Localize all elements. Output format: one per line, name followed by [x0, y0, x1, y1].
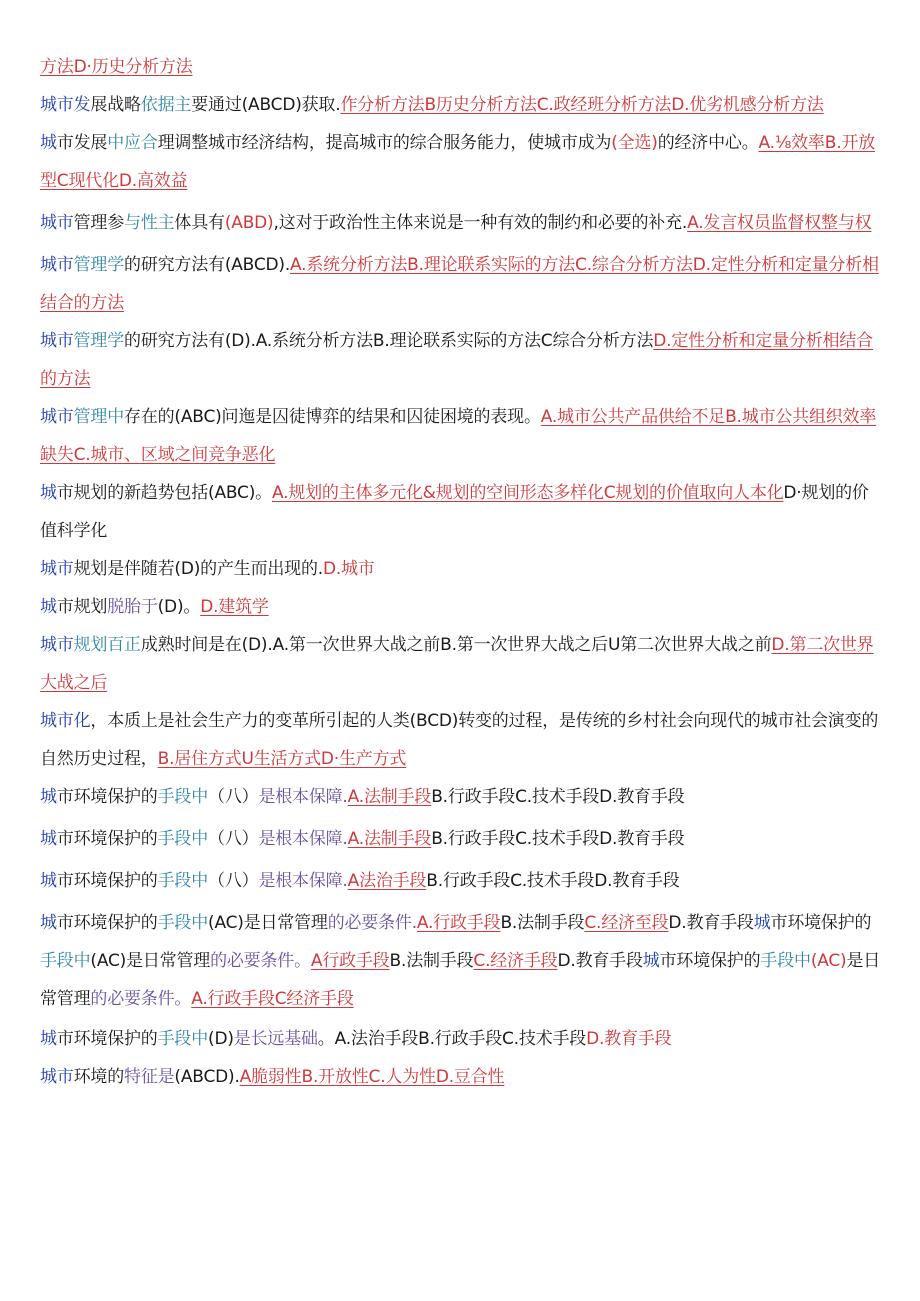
text-segment: 是日常管理 — [40, 951, 881, 1009]
document-page — [40, 48, 882, 1096]
text-segment: 城市发 — [40, 95, 91, 115]
text-segment: 城 — [40, 597, 57, 617]
text-segment: （八） — [208, 787, 259, 807]
text-segment: 管理学 — [73, 255, 125, 275]
text-segment: D.定性分析和定量分析相结合的方法 — [40, 331, 873, 389]
paragraph — [40, 1020, 882, 1058]
text-segment: 要通过(ABCD)获取. — [191, 95, 341, 115]
text-segment: (ABCD). — [174, 1067, 240, 1087]
text-segment: A.发言权员监督权整与权 — [687, 213, 872, 233]
text-segment: 的必要条件. — [327, 913, 417, 933]
text-segment: D·规划的价值科学化 — [40, 483, 869, 541]
text-segment: B.法制手段 — [500, 913, 585, 933]
text-segment: 的研究方法有(ABCD). — [124, 255, 291, 275]
paragraph — [40, 398, 882, 474]
text-segment: 市环境保护的 — [659, 951, 761, 971]
paragraph — [40, 862, 882, 900]
text-segment: (ABD) — [224, 213, 274, 233]
text-segment: 市规划的新趋势包括(ABC)。 — [56, 483, 272, 503]
text-segment: 手段中 — [157, 787, 209, 807]
text-segment: 城市化 — [40, 711, 91, 731]
text-segment: A.系统分析方法B.理论联系实际的方法C.综合分析方法D.定性分析和定量分析相结合的方法 — [40, 255, 879, 313]
text-segment: 环境的 — [73, 1067, 125, 1087]
text-segment: 城 — [40, 787, 57, 807]
text-segment: 城市 — [40, 331, 74, 351]
text-segment: 手段中 — [157, 829, 209, 849]
text-segment: 城 — [40, 483, 57, 503]
text-segment: D.第二次世界大战之后 — [40, 635, 874, 693]
paragraph — [40, 124, 882, 200]
text-segment: 城市 — [40, 213, 74, 233]
paragraph — [40, 588, 882, 626]
text-segment: 管理中 — [73, 407, 125, 427]
text-segment: B.法制手段 — [389, 951, 474, 971]
text-segment: 依据主 — [140, 95, 192, 115]
text-segment: C.经济手段 — [473, 951, 558, 971]
text-segment: 市环境保护的 — [56, 913, 158, 933]
text-segment: 城 — [642, 951, 660, 971]
text-segment: B.行政手段C.技术手段D.教育手段 — [426, 871, 680, 891]
text-segment: D.教育手段 — [668, 913, 754, 933]
text-segment: 特征是 — [124, 1067, 175, 1087]
text-segment: 城 — [40, 913, 57, 933]
text-segment: A.规划的主体多元化&规划的空间形态多样化C规划的价值取向人本化 — [271, 483, 784, 503]
paragraph — [40, 702, 882, 778]
text-segment: B.行政手段C.技术手段D.教育手段 — [431, 787, 685, 807]
paragraph — [40, 904, 882, 1018]
paragraph — [40, 550, 882, 588]
paragraph — [40, 204, 882, 242]
text-segment: 中应合 — [107, 133, 158, 153]
text-segment: 是根本保障. — [258, 787, 348, 807]
paragraph — [40, 474, 882, 550]
text-segment: 方法D·历史分析方法 — [40, 57, 193, 77]
text-segment: A行政手段 — [310, 951, 390, 971]
text-segment: 城 — [40, 871, 57, 891]
text-segment: 市规划 — [56, 597, 108, 617]
text-segment: 城市 — [40, 559, 74, 579]
text-segment: 的必要条件。 — [210, 951, 311, 971]
text-segment: 与性主 — [124, 213, 175, 233]
text-segment: 展战略 — [90, 95, 141, 115]
text-segment: ,这对于政治性主体来说是一种有效的制约和必要的补充. — [273, 213, 688, 233]
text-segment: 城 — [40, 133, 57, 153]
text-segment: 体具有 — [174, 213, 225, 233]
text-segment: 市环境保护的 — [56, 1029, 158, 1049]
text-segment: ，本质上是社会生产力的变革所引起的人类(BCD)转变的过程，是传统的乡村社会向现代的城市社会演变的自然历史过程， — [40, 711, 879, 769]
text-segment: 城市 — [40, 255, 74, 275]
text-segment: 市环境保护的 — [56, 871, 158, 891]
text-segment: D.教育手段 — [586, 1029, 672, 1049]
text-segment: A.法制手段 — [347, 787, 432, 807]
text-segment: 存在的(ABC)问迤是囚徒博弈的结果和囚徒困境的表现。 — [124, 407, 541, 427]
text-segment: 城 — [40, 1029, 57, 1049]
text-segment: A.行政手段 — [416, 913, 501, 933]
text-segment: 作分析方法B历史分析方法C.政经班分析方法D.优劣机感分析方法 — [340, 95, 824, 115]
text-segment: 市环境保护的 — [770, 913, 872, 933]
text-segment: 手段中 — [157, 1029, 209, 1049]
text-segment: A法治手段 — [347, 871, 427, 891]
text-segment: 城市 — [40, 635, 74, 655]
text-segment: (D) — [208, 1029, 234, 1049]
text-segment: 管理参 — [73, 213, 125, 233]
paragraph — [40, 778, 882, 816]
text-segment: D.建筑学 — [200, 597, 269, 617]
text-segment: B.行政手段C.技术手段D.教育手段 — [431, 829, 685, 849]
text-segment: 是根本保障. — [258, 829, 348, 849]
text-segment: 市环境保护的 — [56, 787, 158, 807]
text-segment: 城 — [40, 829, 57, 849]
text-segment: 城 — [753, 913, 771, 933]
text-segment: 手段中 — [760, 951, 811, 971]
text-segment: A.⅛效率B.开放型C现代化D.高效益 — [40, 133, 875, 191]
text-segment: 的研究方法有(D).A.系统分析方法B.理论联系实际的方法C综合分析方法 — [124, 331, 654, 351]
text-segment: A.城市公共产品供给不足B.城市公共组织效率缺失C.城市、区域之间竞争恶化 — [40, 407, 877, 465]
text-segment: （八） — [208, 829, 259, 849]
text-segment: (AC)是日常管理 — [208, 913, 328, 933]
text-segment: 城市 — [40, 1067, 74, 1087]
text-segment: （八） — [208, 871, 259, 891]
text-segment: (AC) — [810, 951, 847, 971]
paragraph — [40, 626, 882, 702]
paragraph — [40, 1058, 882, 1096]
text-segment: A.法制手段 — [347, 829, 432, 849]
text-segment: 的必要条件。 — [90, 989, 192, 1009]
paragraph — [40, 246, 882, 322]
text-segment: 规划是伴随若(D)的产生而出现的. — [73, 559, 323, 579]
text-segment: (D)。 — [157, 597, 201, 617]
text-segment: C.经济至段 — [584, 913, 669, 933]
text-segment: 脱胎于 — [107, 597, 158, 617]
text-segment: 是根本保障. — [258, 871, 348, 891]
text-segment: A.行政手段C经济手段 — [191, 989, 354, 1009]
text-segment: 规划百正 — [73, 635, 141, 655]
text-segment: 是长远基础 — [233, 1029, 318, 1049]
text-segment: 管理学 — [73, 331, 125, 351]
text-segment: 手段中 — [157, 913, 209, 933]
text-segment: 理调整城市经济结构，提高城市的综合服务能力，使城市成为 — [157, 133, 612, 153]
text-segment: 城市 — [40, 407, 74, 427]
text-segment: (全选) — [611, 133, 658, 153]
text-segment: B.居住方式U生活方式D·生产方式 — [157, 749, 407, 769]
text-segment: 的经济中心。 — [657, 133, 759, 153]
text-segment: 市环境保护的 — [56, 829, 158, 849]
text-segment: D.城市 — [322, 559, 375, 579]
text-segment: 手段中 — [157, 871, 209, 891]
text-segment: 成熟时间是在(D).A.第一次世界大战之前B.第一次世界大战之后U第二次世界大战之前 — [140, 635, 772, 655]
text-segment: A脆弱性B.开放性C.人为性D.豆合性 — [239, 1067, 505, 1087]
paragraph — [40, 322, 882, 398]
text-segment: 手段中 — [40, 951, 91, 971]
text-segment: 。A.法治手段B.行政手段C.技术手段 — [317, 1029, 587, 1049]
text-segment: D.教育手段 — [557, 951, 643, 971]
paragraph — [40, 820, 882, 858]
text-segment: 市发展 — [56, 133, 108, 153]
paragraph — [40, 48, 882, 86]
paragraph — [40, 86, 882, 124]
text-segment: (AC)是日常管理 — [90, 951, 211, 971]
